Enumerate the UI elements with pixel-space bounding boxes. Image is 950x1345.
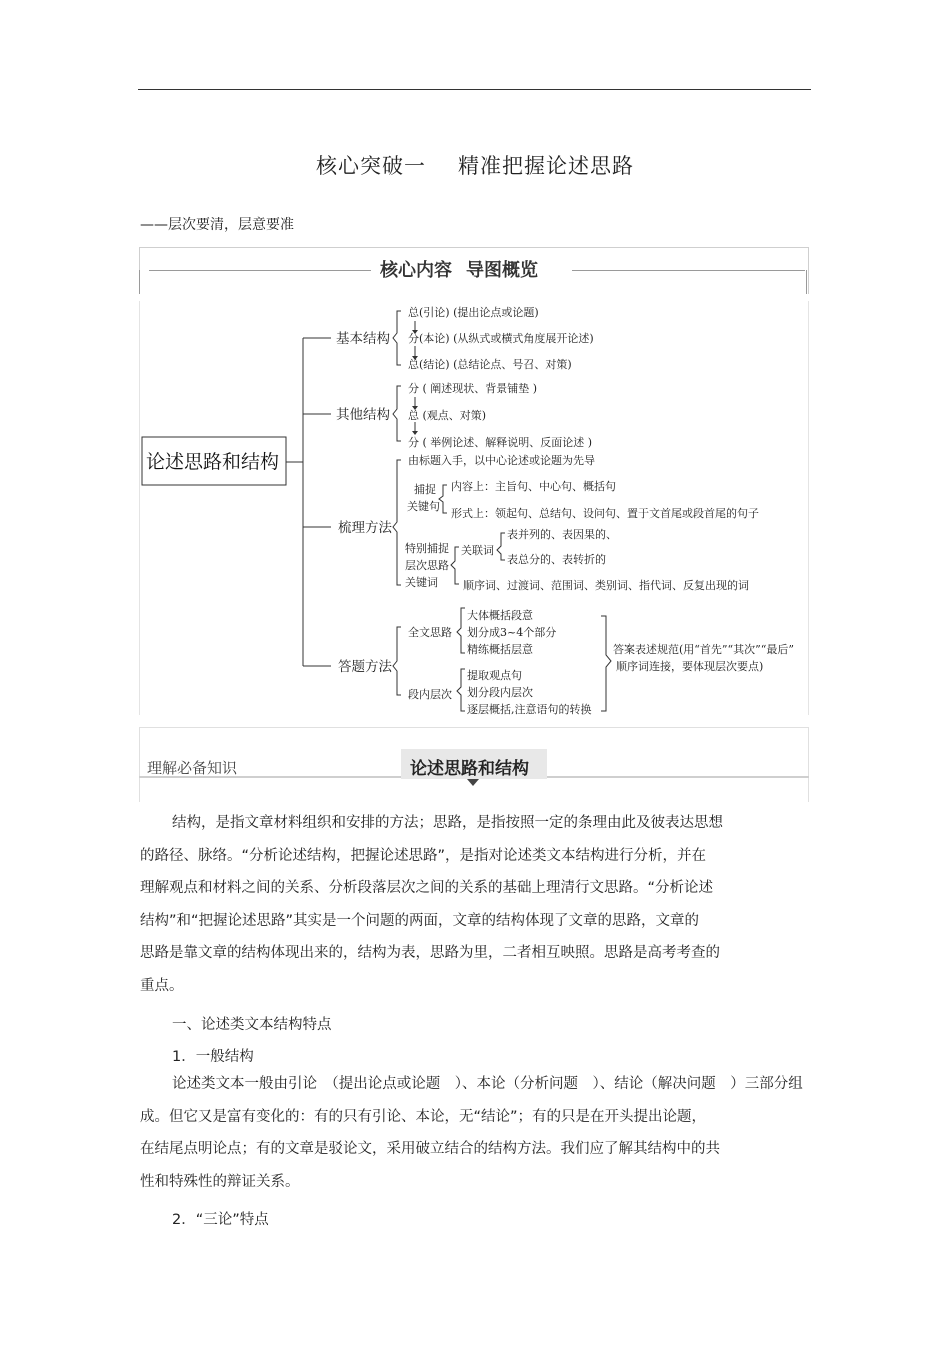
para1-line: 重点。	[140, 977, 184, 994]
title-part1: 核心突破一	[316, 154, 426, 178]
heading-section-1: 一、论述类文本结构特点	[172, 1017, 332, 1033]
capture-content: 内容上：主旨句、中心句、概括句	[451, 480, 616, 493]
overview-title-part1: 核心内容	[380, 260, 452, 281]
inner-label: 段内层次	[408, 688, 452, 701]
mindmap-answer-label: 答题方法	[338, 659, 392, 675]
capture-label-2: 关键句	[407, 500, 440, 513]
para1-line: 思路是靠文章的结构体现出来的，结构为表，思路为里，二者相互映照。思路是高考考查的	[140, 945, 720, 961]
full-item-1: 大体概括段意	[467, 609, 533, 622]
heading-three-parts: 2．“三论”特点	[172, 1212, 269, 1228]
connective-label: 关联词	[461, 544, 494, 557]
mindmap-other-label: 其他结构	[336, 407, 390, 423]
overview-rule-right	[572, 270, 805, 271]
top-rule	[138, 89, 811, 90]
answer-norm-1: 答案表述规范(用“首先”“其次”“最后”	[613, 643, 795, 656]
inner-item-3: 逐层概括,注意语句的转换	[467, 703, 592, 715]
basic-item-3: 总(结论) (总结论点、号召、对策)	[408, 358, 572, 371]
section-left-label: 理解必备知识	[147, 759, 238, 777]
para1-line: 结构，是指文章材料组织和安排的方法；思路，是指按照一定的条理由此及彼表达思想	[172, 815, 723, 831]
overview-tick-right	[806, 270, 807, 294]
para2-line: 在结尾点明论点；有的文章是驳论文，采用破立结合的结构方法。我们应了解其结构中的共	[140, 1141, 720, 1157]
inner-item-1: 提取观点句	[467, 669, 522, 682]
mindmap-basic-label: 基本结构	[336, 331, 390, 347]
other-item-2: 总 (观点、对策)	[408, 409, 487, 422]
other-item-3: 分 ( 举例论述、解释说明、反面论述 )	[408, 436, 593, 449]
overview-rule-left	[149, 270, 371, 271]
special-label-3: 关键词	[405, 576, 438, 589]
para2-line: 论述类文本一般由引论 （提出论点或论题 ）、本论（分析问题 ）、结论（解决问题 ）三部分组	[172, 1076, 803, 1092]
connective-1: 表并列的、表因果的、	[507, 528, 617, 541]
para1-line: 的路径、脉络。“分析论述结构，把握论述思路”，是指对论述类文本结构进行分析，并在	[140, 847, 707, 864]
full-item-2: 划分成3~4个部分	[467, 626, 557, 639]
section-tab-title: 论述思路和结构	[410, 759, 529, 779]
answer-norm-2: 顺序词连接，要体现层次要点)	[616, 660, 764, 673]
paragraph-structure	[140, 807, 760, 1002]
basic-item-2: 分(本论) (从纵式或横式角度展开论述)	[408, 332, 594, 345]
full-item-3: 精练概括层意	[467, 643, 533, 656]
title-part2: 精准把握论述思路	[458, 154, 634, 178]
para2-line: 性和特殊性的辩证关系。	[140, 1173, 300, 1190]
basic-item-1: 总(引论) (提出论点或论题)	[408, 306, 539, 319]
heading-general-structure: 1．一般结构	[172, 1049, 254, 1065]
special-label-2: 层次思路	[405, 559, 449, 572]
paragraph-general-structure	[140, 1068, 803, 1198]
page-subtitle: ——层次要清，层意要准	[140, 217, 294, 233]
mindmap-diagram	[139, 301, 807, 715]
full-text-label: 全文思路	[408, 626, 452, 639]
section-tab-pointer	[467, 779, 479, 786]
capture-label-1: 捕捉	[414, 483, 436, 496]
para2-line: 成。但它又是富有变化的：有的只有引论、本论，无“结论”；有的只是在开头提出论题，	[140, 1108, 707, 1125]
special-label-1: 特别捕捉	[405, 542, 449, 555]
para1-line: 结构”和“把握论述思路”其实是一个问题的两面，文章的结构体现了文章的思路，文章的	[140, 912, 700, 929]
order-words: 顺序词、过渡词、范围词、类别词、指代词、反复出现的词	[463, 579, 749, 592]
page-title	[0, 150, 950, 180]
overview-tick-left	[139, 270, 140, 294]
para1-line: 理解观点和材料之间的关系、分析段落层次之间的关系的基础上理清行文思路。“分析论述	[140, 880, 714, 896]
sort-lead: 由标题入手，以中心论述或论题为先导	[408, 454, 595, 467]
connective-2: 表总分的、表转折的	[507, 553, 606, 566]
capture-form: 形式上：领起句、总结句、设问句、置于文首尾或段首尾的句子	[451, 507, 759, 520]
overview-title	[380, 256, 538, 282]
other-item-1: 分 ( 阐述现状、背景铺垫 )	[408, 382, 538, 395]
overview-title-part2: 导图概览	[466, 260, 538, 281]
mindmap-sort-label: 梳理方法	[338, 520, 392, 536]
mindmap-root: 论述思路和结构	[146, 451, 280, 473]
inner-item-2: 划分段内层次	[467, 686, 533, 699]
